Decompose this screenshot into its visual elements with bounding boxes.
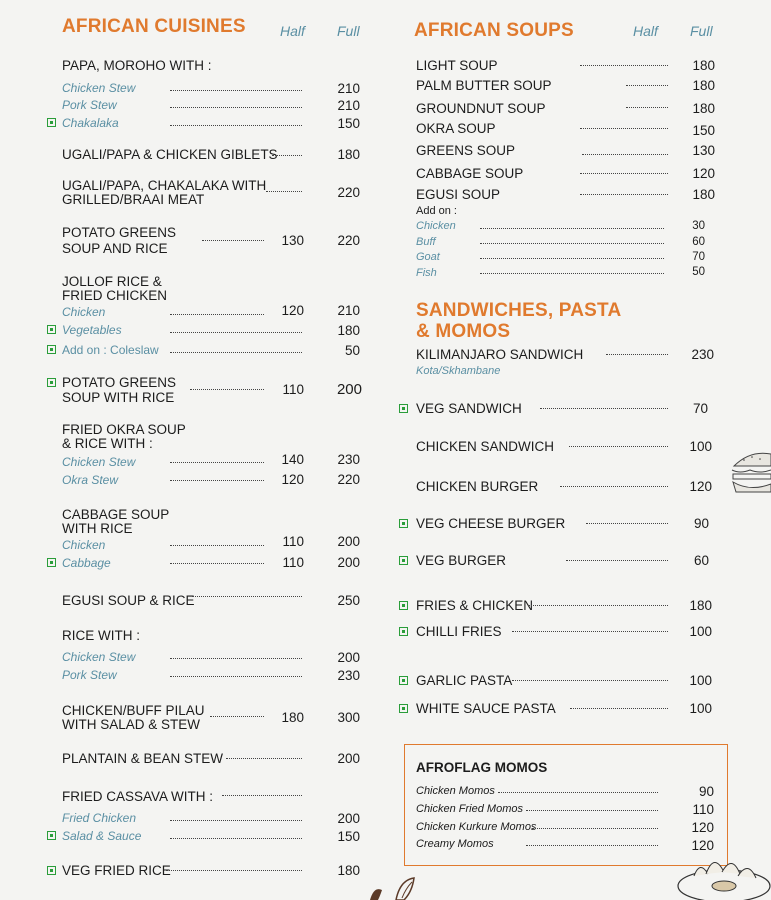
item-cassava-heading: FRIED CASSAVA WITH : — [62, 789, 214, 804]
price-garlic-pasta: 100 — [689, 673, 712, 688]
item-kilimanjaro: KILIMANJARO SANDWICH — [416, 347, 584, 362]
papa-sub-pork-stew: Pork Stew — [62, 98, 117, 112]
cabbage-sub-chicken: Chicken — [62, 538, 106, 552]
dot-leader — [170, 314, 264, 315]
sandwiches-title — [416, 300, 621, 342]
veg-icon — [399, 556, 408, 565]
item-cabbage-line2: WITH RICE — [62, 521, 133, 536]
item-chakalaka-braai-line1: UGALI/PAPA, CHAKALAKA WITH — [62, 178, 267, 193]
okra-sub-okra-stew: Okra Stew — [62, 473, 119, 487]
price-fries-chicken: 180 — [689, 598, 712, 613]
item-white-sauce-pasta: WHITE SAUCE PASTA — [416, 701, 556, 716]
dot-leader — [170, 658, 302, 659]
price-kilimanjaro: 230 — [691, 347, 714, 362]
item-giblets: UGALI/PAPA & CHICKEN GIBLETS — [62, 147, 278, 162]
dot-leader — [626, 85, 668, 86]
dot-leader — [480, 273, 664, 274]
price-papa-chakalaka: 150 — [337, 116, 360, 131]
dot-leader — [480, 243, 664, 244]
dot-leader — [222, 795, 302, 796]
half-price-jollof-chicken: 120 — [281, 303, 304, 318]
half-header: Half — [280, 23, 305, 39]
item-potato-greens-with-line1: POTATO GREENS — [62, 375, 177, 390]
dot-leader — [540, 408, 668, 409]
veg-icon — [47, 831, 56, 840]
veg-icon — [47, 325, 56, 334]
item-chicken-sandwich: CHICKEN SANDWICH — [416, 439, 555, 454]
price-momo-kurkure: 120 — [691, 820, 714, 835]
dot-leader — [582, 154, 668, 155]
rice-sub-chicken-stew: Chicken Stew — [62, 650, 136, 664]
papa-sub-chakalaka: Chakalaka — [62, 116, 119, 130]
cassava-sub-fried-chicken: Fried Chicken — [62, 811, 137, 825]
dot-leader — [266, 191, 302, 192]
soup-palm-butter: PALM BUTTER SOUP — [416, 78, 552, 93]
item-jollof-line2: FRIED CHICKEN — [62, 288, 168, 303]
price-veg-cheese-burger: 90 — [693, 516, 709, 531]
item-potato-greens-rice-line2: SOUP AND RICE — [62, 241, 168, 256]
veg-icon — [47, 345, 56, 354]
item-chicken-burger: CHICKEN BURGER — [416, 479, 539, 494]
dot-leader — [626, 107, 668, 108]
dot-leader — [170, 545, 264, 546]
price-addon-buff: 60 — [692, 236, 705, 248]
jollof-sub-vegetables: Vegetables — [62, 323, 122, 337]
full-price-jollof-chicken: 210 — [337, 303, 360, 318]
dot-leader — [272, 155, 302, 156]
soup-addon-buff: Buff — [416, 236, 436, 248]
price-white-sauce-pasta: 100 — [689, 701, 712, 716]
price-rice-chicken-stew: 200 — [337, 650, 360, 665]
item-jollof-line1: JOLLOF RICE & — [62, 274, 162, 289]
price-momo-chicken: 90 — [698, 784, 714, 799]
dot-leader — [498, 792, 658, 793]
burger-icon — [730, 448, 771, 500]
dot-leader — [570, 708, 668, 709]
item-plantain: PLANTAIN & BEAN STEW — [62, 751, 224, 766]
dot-leader — [560, 486, 668, 487]
price-soup-palm-butter: 180 — [692, 78, 715, 93]
price-plantain: 200 — [337, 751, 360, 766]
dot-leader — [512, 631, 668, 632]
dot-leader — [170, 838, 302, 839]
veg-icon — [399, 704, 408, 713]
half-price-potato-greens-with: 110 — [282, 382, 304, 397]
momos-title: AFROFLAG MOMOS — [416, 760, 548, 775]
full-header: Full — [690, 23, 713, 39]
item-veg-burger: VEG BURGER — [416, 553, 507, 568]
item-veg-cheese-burger: VEG CHEESE BURGER — [416, 516, 566, 531]
price-veg-fried-rice: 180 — [337, 863, 360, 878]
momo-chicken-kurkure: Chicken Kurkure Momos — [416, 821, 537, 833]
soup-cabbage: CABBAGE SOUP — [416, 166, 524, 181]
price-soup-light: 180 — [692, 58, 715, 73]
jollof-sub-chicken: Chicken — [62, 305, 106, 319]
price-jollof-vegetables: 180 — [337, 323, 360, 338]
item-pilau-line1: CHICKEN/BUFF PILAU — [62, 703, 205, 718]
item-okra-line2: & RICE WITH : — [62, 436, 153, 451]
dot-leader — [190, 389, 264, 390]
full-price-okra-chicken: 230 — [337, 452, 360, 467]
soup-addon-chicken: Chicken — [416, 220, 456, 232]
price-cassava-fried-chicken: 200 — [337, 811, 360, 826]
sandwiches-title-line2: & MOMOS — [416, 321, 511, 342]
dot-leader — [170, 462, 264, 463]
price-chicken-burger: 120 — [689, 479, 712, 494]
dot-leader — [170, 332, 302, 333]
dot-leader — [606, 354, 668, 355]
dot-leader — [526, 845, 658, 846]
dot-leader — [580, 128, 668, 129]
item-garlic-pasta: GARLIC PASTA — [416, 673, 513, 688]
dot-leader — [528, 605, 668, 606]
leaf-icon — [366, 876, 424, 900]
veg-icon — [399, 627, 408, 636]
full-price-pilau: 300 — [337, 710, 360, 725]
veg-icon — [47, 118, 56, 127]
veg-icon — [47, 558, 56, 567]
soup-greens: GREENS SOUP — [416, 143, 516, 158]
price-veg-burger: 60 — [693, 553, 709, 568]
price-addon-fish: 50 — [692, 266, 705, 278]
item-veg-sandwich: VEG SANDWICH — [416, 401, 522, 416]
soup-egusi: EGUSI SOUP — [416, 187, 501, 202]
dot-leader — [586, 523, 668, 524]
dot-leader — [166, 870, 302, 871]
item-pilau-line2: WITH SALAD & STEW — [62, 717, 201, 732]
veg-icon — [47, 866, 56, 875]
price-addon-goat: 70 — [692, 251, 705, 263]
kilimanjaro-sub: Kota/Skhambane — [416, 365, 501, 377]
cabbage-sub-cabbage: Cabbage — [62, 556, 111, 570]
momo-creamy: Creamy Momos — [416, 838, 494, 850]
half-price-cabbage: 110 — [282, 555, 304, 570]
momo-plate-icon — [672, 846, 771, 900]
full-price-cabbage-chicken: 200 — [337, 534, 360, 549]
dot-leader — [512, 680, 668, 681]
soup-addon-label: Add on : — [416, 205, 457, 217]
sandwiches-title-line1: SANDWICHES, PASTA — [416, 300, 622, 321]
full-price-cabbage: 200 — [337, 555, 360, 570]
price-cassava-salad: 150 — [337, 829, 360, 844]
soup-okra: OKRA SOUP — [416, 121, 496, 136]
jollof-sub-coleslaw: Add on : Coleslaw — [62, 343, 159, 357]
rice-sub-pork-stew: Pork Stew — [62, 668, 117, 682]
veg-icon — [399, 519, 408, 528]
price-addon-chicken: 30 — [692, 220, 705, 232]
dot-leader — [532, 828, 658, 829]
price-egusi-rice: 250 — [337, 593, 360, 608]
item-fries-chicken: FRIES & CHICKEN — [416, 598, 534, 613]
dot-leader — [170, 125, 302, 126]
price-papa-pork-stew: 210 — [337, 98, 360, 113]
price-soup-cabbage: 120 — [692, 166, 715, 181]
soup-light: LIGHT SOUP — [416, 58, 498, 73]
soup-groundnut: GROUNDNUT SOUP — [416, 101, 546, 116]
dot-leader — [170, 563, 264, 564]
item-egusi-rice: EGUSI SOUP & RICE — [62, 593, 195, 608]
full-price-okra-stew: 220 — [337, 472, 360, 487]
item-potato-greens-with-line2: SOUP WITH RICE — [62, 390, 175, 405]
price-momo-chicken-fried: 110 — [692, 802, 714, 817]
price-papa-chicken-stew: 210 — [337, 81, 360, 96]
item-chilli-fries: CHILLI FRIES — [416, 624, 502, 639]
price-veg-sandwich: 70 — [692, 401, 708, 416]
veg-icon — [399, 601, 408, 610]
dot-leader — [210, 716, 264, 717]
price-soup-okra: 150 — [692, 123, 715, 138]
soup-addon-goat: Goat — [416, 251, 440, 263]
veg-icon — [399, 404, 408, 413]
dot-leader — [580, 194, 668, 195]
dot-leader — [170, 676, 302, 677]
dot-leader — [566, 560, 668, 561]
item-chakalaka-braai-line2: GRILLED/BRAAI MEAT — [62, 192, 205, 207]
item-rice-with-heading: RICE WITH : — [62, 628, 140, 643]
price-chilli-fries: 100 — [689, 624, 712, 639]
item-potato-greens-rice-line1: POTATO GREENS — [62, 225, 177, 240]
dot-leader — [526, 810, 658, 811]
half-price-cabbage-chicken: 110 — [282, 534, 304, 549]
price-soup-egusi: 180 — [692, 187, 715, 202]
momo-chicken: Chicken Momos — [416, 785, 495, 797]
dot-leader — [202, 240, 264, 241]
full-price-potato-greens-with: 200 — [336, 381, 362, 398]
full-price-potato-greens-rice: 220 — [337, 233, 360, 248]
veg-icon — [47, 378, 56, 387]
half-price-okra-chicken: 140 — [281, 452, 304, 467]
momo-chicken-fried: Chicken Fried Momos — [416, 803, 523, 815]
item-papa-heading: PAPA, MOROHO WITH : — [62, 58, 212, 73]
soup-addon-fish: Fish — [416, 267, 437, 279]
price-chicken-sandwich: 100 — [689, 439, 712, 454]
price-chakalaka-braai: 220 — [337, 185, 360, 200]
price-soup-greens: 130 — [692, 143, 715, 158]
dot-leader — [580, 65, 668, 66]
half-price-okra-stew: 120 — [281, 472, 304, 487]
item-cabbage-line1: CABBAGE SOUP — [62, 507, 170, 522]
african-cuisines-title: AFRICAN CUISINES — [62, 16, 246, 37]
okra-sub-chicken-stew: Chicken Stew — [62, 455, 136, 469]
item-okra-line1: FRIED OKRA SOUP — [62, 422, 186, 437]
cassava-sub-salad: Salad & Sauce — [62, 829, 142, 843]
dot-leader — [170, 820, 302, 821]
half-header: Half — [633, 23, 658, 39]
dot-leader — [170, 107, 302, 108]
dot-leader — [480, 258, 664, 259]
price-momo-creamy: 120 — [691, 838, 714, 853]
dot-leader — [226, 758, 302, 759]
price-jollof-coleslaw: 50 — [344, 343, 360, 358]
price-soup-groundnut: 180 — [692, 101, 715, 116]
half-price-pilau: 180 — [281, 710, 304, 725]
dot-leader — [192, 596, 302, 597]
dot-leader — [170, 480, 264, 481]
dot-leader — [480, 228, 664, 229]
item-veg-fried-rice: VEG FRIED RICE — [62, 863, 171, 878]
dot-leader — [170, 90, 302, 91]
price-rice-pork-stew: 230 — [337, 668, 360, 683]
full-header: Full — [337, 23, 360, 39]
half-price-potato-greens-rice: 130 — [281, 233, 304, 248]
african-soups-title: AFRICAN SOUPS — [414, 20, 574, 41]
price-giblets: 180 — [337, 147, 360, 162]
dot-leader — [170, 352, 302, 353]
veg-icon — [399, 676, 408, 685]
dot-leader — [569, 446, 668, 447]
papa-sub-chicken-stew: Chicken Stew — [62, 81, 136, 95]
dot-leader — [580, 173, 668, 174]
